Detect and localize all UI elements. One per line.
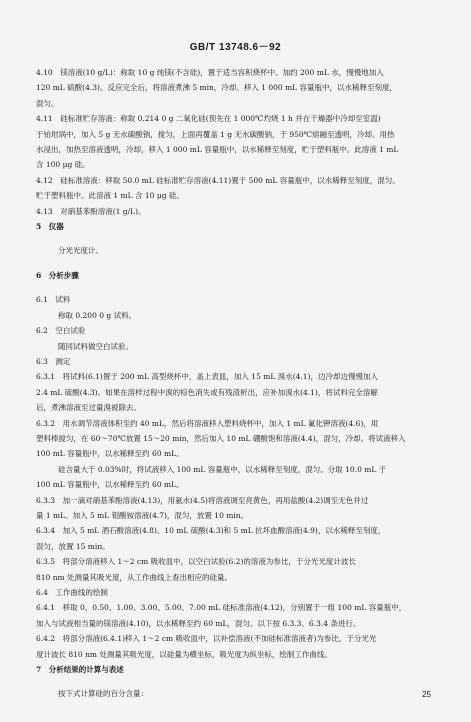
text-line: 4.12 硅标准溶液：移取 50.0 mL 硅标准贮存溶液(4.11)置于 500 mL 容量瓶中，以水稀释至刻度，混匀。 [36, 175, 400, 185]
text-line: 称取 0.200 0 g 试料。 [58, 310, 137, 320]
text-line: 4.13 对硝基苯酚溶液(1 g/L)。 [36, 206, 146, 216]
text-line: 2.4 mL 硫酸(4.3)。如果在溶样过程中溴的棕色消失或有残渣析出，应补加溴水(4.1)，将试料完全溶解 [36, 387, 378, 397]
text-line: 6.3.1 将试料(6.1)置于 200 mL 高型烧杯中，盖上表皿，加入 15 mL 溴水(4.1)，边冷却边慢慢加入 [36, 372, 378, 382]
text-line: 加入与试液相当量的镁溶液(4.10)，以水稀释至约 60 mL，混匀。以下按 6.3.3、6.3.4 条进行。 [36, 618, 361, 628]
text-line: 4.11 硅标准贮存溶液：称取 0.214 0 g 二氧化硅(预先在 1 000℃灼烧 1 h 并在干燥器中冷却至室温) [36, 114, 381, 124]
text-line: 6.4.1 移取 0、0.50、1.00、3.00、5.00、7.00 mL 硅标准溶液(4.12)，分别置于一组 100 mL 容量瓶中， [36, 603, 407, 613]
text-line: 随同试料做空白试验。 [58, 341, 133, 351]
text-line: 混匀，放置 15 min。 [36, 541, 110, 551]
document-body [36, 65, 440, 702]
text-line: 6.1 试料 [36, 295, 71, 305]
text-line: 量 1 mL。加入 5 mL 钼酸铵溶液(4.7)，混匀，放置 10 min。 [36, 510, 249, 520]
text-line: 水浸出，加热至溶液透明，冷却，移入 1 000 mL 容量瓶中，以水稀释至刻度，贮于塑料瓶中。此溶液 1 mL [36, 145, 399, 155]
text-line: 6.2 空白试验 [36, 326, 86, 336]
page-number: 25 [422, 690, 431, 699]
text-line: 6.4.2 将部分溶液(6.4.1)移入 1～2 cm 吸收皿中，以补偿溶液(不加硅标准溶液者)为参比，于分光光 [36, 634, 377, 644]
text-line: 4.10 镁溶液(10 g/L)：称取 10 g 纯镁(不含硅)，置于适当容积烧杯中。加约 200 mL 水，慢慢地加入 [36, 68, 384, 77]
text-line: 6.3.5 将部分溶液移入 1～2 cm 吸收皿中，以空白试验(6.2)的溶液为参比，于分光光度计波长 [36, 557, 356, 567]
section-heading: 6 分析步骤 [36, 270, 79, 280]
text-line: 硅含量大于 0.03%时，将试液移入 100 mL 容量瓶中，以水稀释至刻度，混匀。分取 10.0 mL 于 [58, 464, 387, 474]
text-line: 分光光度计。 [58, 246, 103, 256]
text-line: 6.3.3 加一滴对硝基苯酚溶液(4.13)，用氨水(4.5)将溶液调至亮黄色，再用盐酸(4.2)调至无色并过 [36, 495, 369, 505]
text-line: 塑料棒搅匀，在 60～70℃放置 15～20 min，然后加入 10 mL 硼酸饱和溶液(4.4)，混匀，冷却。将试液移入 [36, 433, 406, 443]
text-line: 度计波长 810 nm 处测量其吸光度，以硅量为横坐标，吸光度为纵坐标，绘制工作曲线。 [36, 649, 332, 659]
text-line: 6.3.2 用水调节溶液体积至约 40 mL，然后将溶液移入塑料烧杯中，加入 1 mL 氟化钾溶液(4.6)，用 [36, 418, 379, 428]
text-line: 810 nm 处测量其吸光度，从工作曲线上查出相应的硅量。 [36, 572, 233, 582]
section-heading: 7 分析结果的计算与表述 [36, 665, 124, 675]
standard-header: GB/T 13748.6－92 [189, 42, 282, 53]
text-line: 混匀。 [36, 98, 59, 108]
section-heading: 5 仪器 [36, 222, 64, 232]
text-line: 100 mL 容量瓶中，以水稀释至约 60 mL。 [36, 480, 184, 490]
text-line: 6.3.4 加入 5 mL 酒石酸溶液(4.8)、10 mL 硫酸(4.3)和 5 mL 抗坏血酸溶液(4.9)，以水稀释至刻度， [36, 526, 386, 536]
spacer [36, 234, 440, 243]
text-line: 按下式计算硅的百分含量： [58, 689, 148, 699]
spacer [36, 283, 440, 292]
spacer [36, 259, 440, 268]
text-line: 于铂坩埚中，加入 5 g 无水碳酸钠，搅匀，上面再覆盖 1 g 无水碳酸钠，于 950℃熔融至透明，冷却。用热 [36, 129, 395, 139]
text-line: 120 mL 硫酸(4.3)。反应完全后，将溶液煮沸 5 min，冷却。移入 1 000 mL 容量瓶中，以水稀释至刻度， [36, 83, 398, 93]
text-line: 后，煮沸溶液至过量溴被除去。 [36, 403, 141, 413]
spacer [36, 677, 440, 686]
text-line: 6.4 工作曲线的绘制 [36, 588, 108, 597]
text-line: 6.3 测定 [36, 356, 71, 366]
text-line: 含 100 μg 硅。 [36, 160, 90, 170]
text-line: 100 mL 容量瓶中，以水稀释至约 60 mL。 [36, 449, 184, 459]
text-line: 贮于塑料瓶中。此溶液 1 mL 含 10 μg 硅。 [36, 191, 184, 201]
